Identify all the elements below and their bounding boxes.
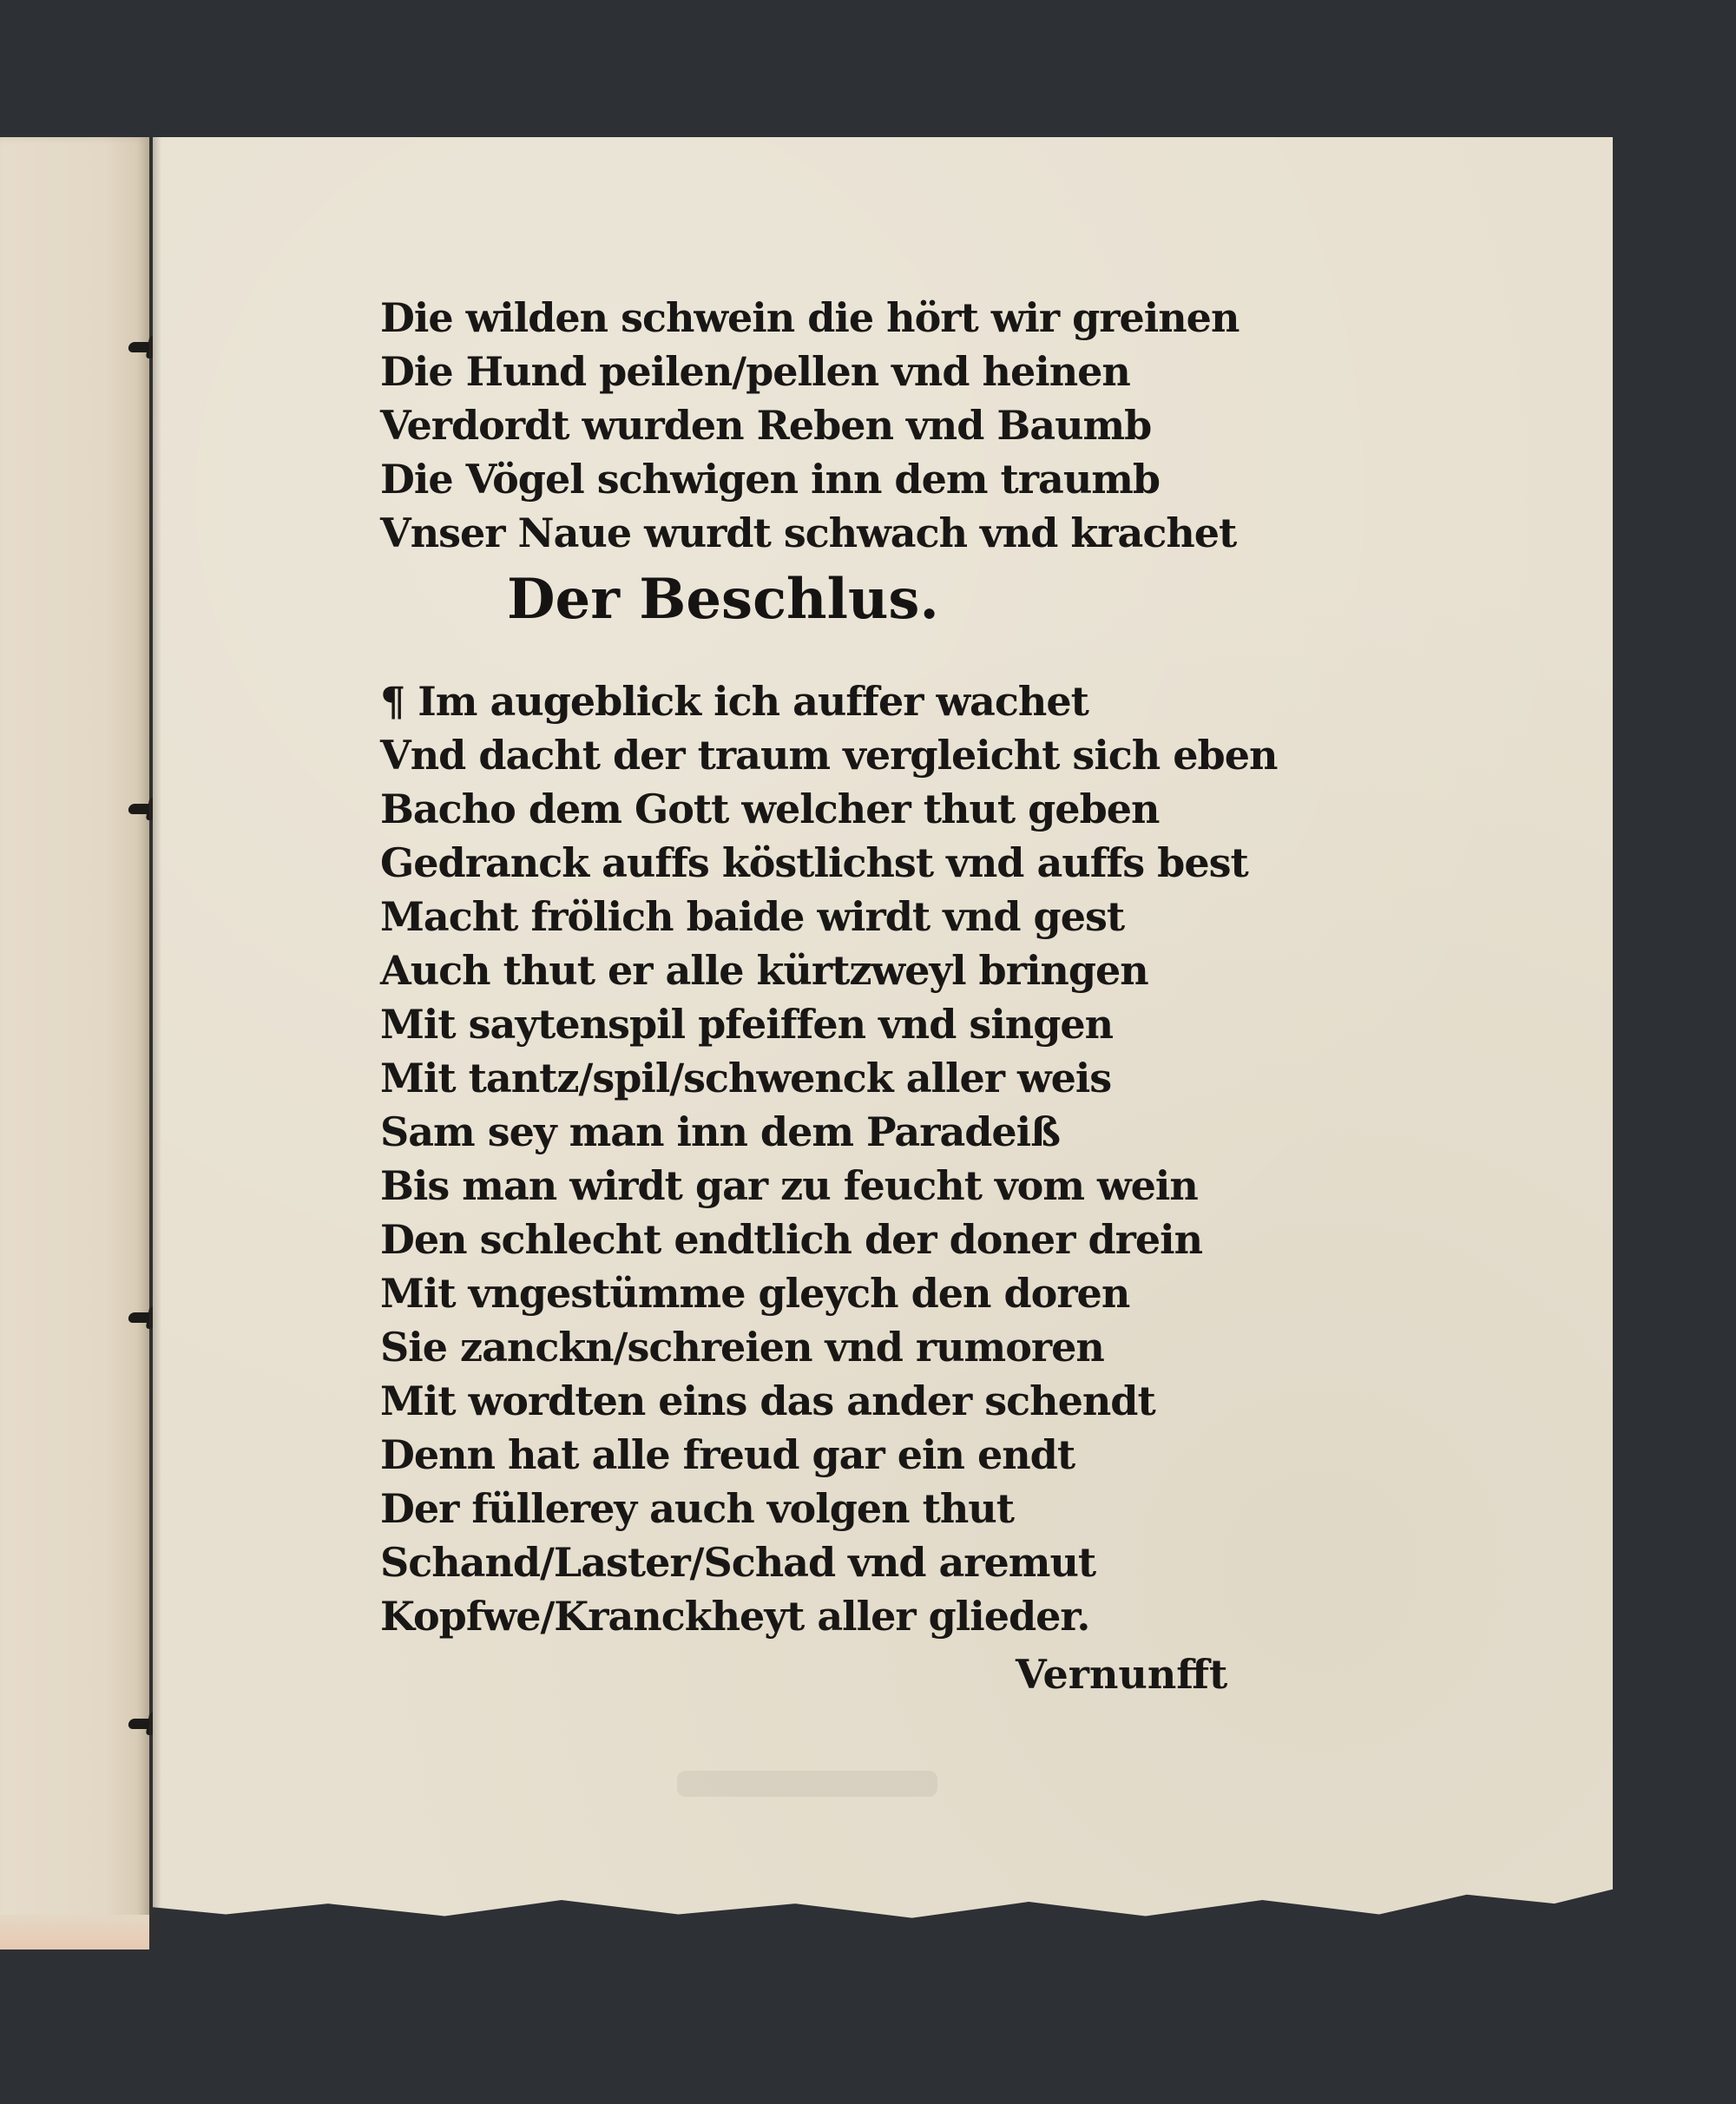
verse-line: Vnser Naue wurdt schwach vnd krachet — [380, 510, 1237, 556]
verse-line: Gedranck auffs köstlichst vnd auffs best — [380, 839, 1248, 886]
verse-text-block — [380, 291, 1278, 1643]
verse-line: Macht frölich baide wirdt vnd gest — [380, 893, 1125, 940]
verse-line: Mit saytenspil pfeiffen vnd singen — [380, 1001, 1114, 1048]
verse-line: Schand/Laster/Schad vnd aremut — [380, 1539, 1096, 1586]
verse-line: Auch thut er alle kürtzweyl bringen — [380, 947, 1148, 994]
verse-line: Die Hund peilen/pellen vnd heinen — [380, 348, 1130, 395]
catchword: Vernunfft — [1016, 1651, 1228, 1698]
verse-line: Bacho dem Gott welcher thut geben — [380, 786, 1160, 832]
verse-line: Vnd dacht der traum vergleicht sich eben — [380, 732, 1278, 779]
verse-line: Bis man wirdt gar zu feucht vom wein — [380, 1162, 1198, 1209]
verse-line: Mit tantz/spil/schwenck aller weis — [380, 1055, 1112, 1101]
verse-line: Denn hat alle freud gar ein endt — [380, 1431, 1075, 1478]
verse-line: Die wilden schwein die hört wir greinen — [380, 294, 1240, 341]
verse-line: Die Vögel schwigen inn dem traumb — [380, 456, 1161, 503]
verse-line: Sie zanckn/schreien vnd rumoren — [380, 1324, 1104, 1371]
section-heading: Der Beschlus. — [507, 567, 939, 632]
verse-line: Den schlecht endtlich der doner drein — [380, 1216, 1203, 1263]
verse-line: Kopfwe/Kranckheyt aller glieder. — [380, 1593, 1090, 1640]
gutter-shadow — [149, 137, 161, 1943]
left-page-edge — [0, 137, 149, 1949]
verse-line: Mit vngestümme gleych den doren — [380, 1270, 1130, 1317]
verse-line: Verdordt wurden Reben vnd Baumb — [380, 402, 1152, 449]
verse-line: Sam sey man inn dem Paradeiß — [380, 1108, 1061, 1155]
faint-stamp-mark — [677, 1771, 937, 1797]
left-page-bottom-edge — [0, 1915, 149, 1949]
verse-line: Der füllerey auch volgen thut — [380, 1485, 1014, 1532]
verse-line: ¶ Im augeblick ich auffer wachet — [380, 678, 1088, 725]
verse-line: Mit wordten eins das ander schendt — [380, 1377, 1155, 1424]
